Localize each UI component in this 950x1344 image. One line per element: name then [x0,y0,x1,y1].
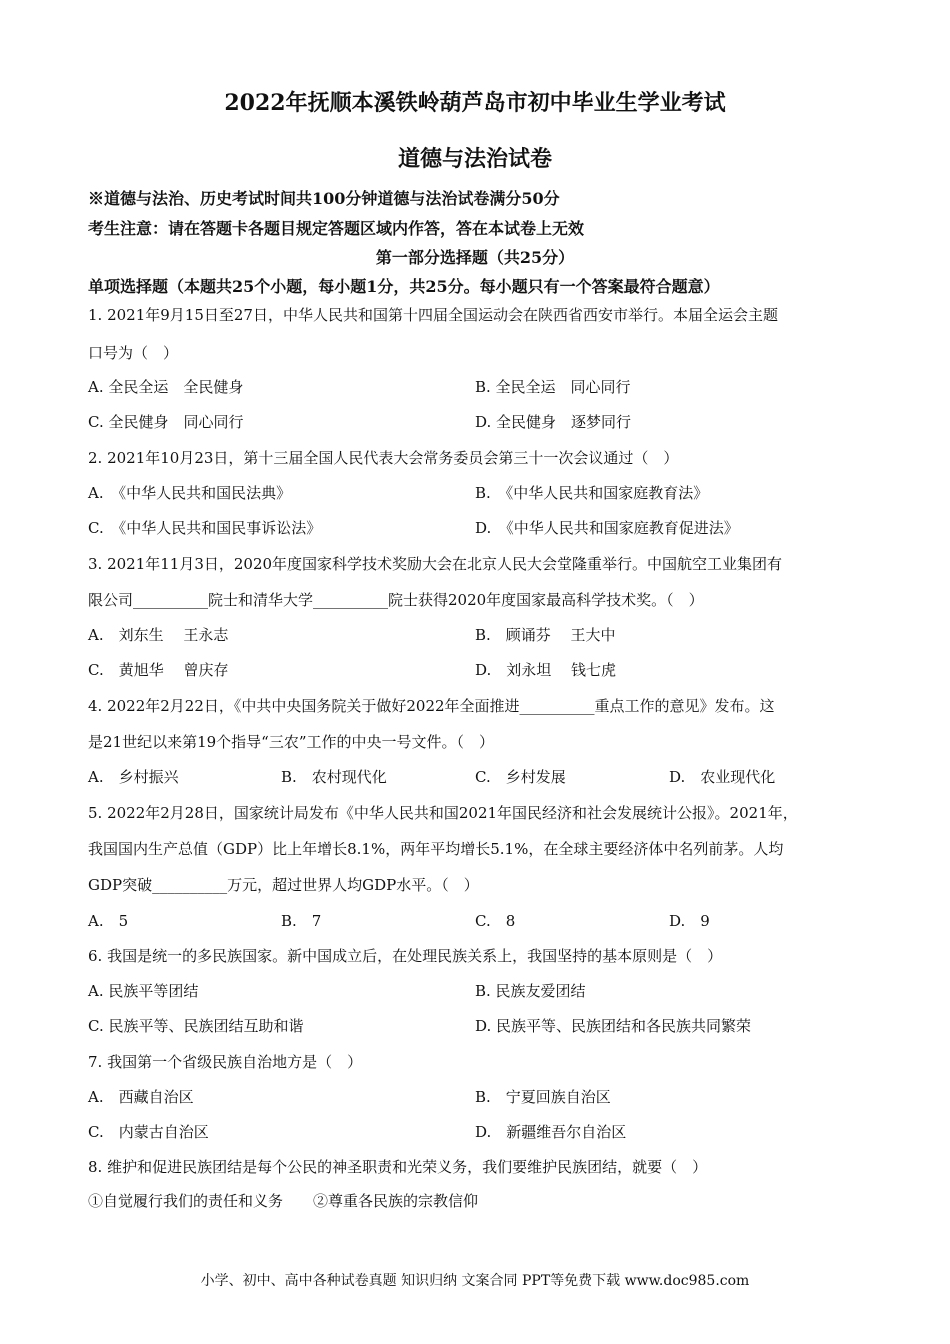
question-5-option-b: B. 7 [281,912,322,930]
question-2-option-d: D. 《中华人民共和国家庭教育促进法》 [475,519,739,537]
question-4-option-c: C. 乡村发展 [475,768,566,786]
exam-title: 2022年抚顺本溪铁岭葫芦岛市初中毕业生学业考试 [224,90,726,116]
question-8-line-1: 8. 维护和促进民族团结是每个公民的神圣职责和光荣义务，我们要维护民族团结，就要（ ） [88,1158,708,1176]
question-1-line-2: 口号为（ ） [88,344,179,362]
exam-time-note: ※道德与法治、历史考试时间共100分钟道德与法治试卷满分50分 [88,189,560,208]
question-3-option-d: D. 刘永坦 钱七虎 [475,661,617,679]
question-7-option-c: C. 内蒙古自治区 [88,1123,209,1141]
question-1-option-c: C. 全民健身 同心同行 [88,413,244,431]
question-3-option-a: A. 刘东生 王永志 [88,626,229,644]
question-7-option-b: B. 宁夏回族自治区 [475,1088,611,1106]
question-5-option-d: D. 9 [669,912,710,930]
question-3-option-c: C. 黄旭华 曾庆存 [88,661,229,679]
question-5-option-a: A. 5 [88,912,129,930]
question-2-line-1: 2. 2021年10月23日，第十三届全国人民代表大会常务委员会第三十一次会议通过（ ） [88,449,679,467]
question-1-option-b: B. 全民全运 同心同行 [475,378,631,396]
page-footer: 小学、初中、高中各种试卷真题 知识归纳 文案合同 PPT等免费下载 www.doc985.com [200,1273,750,1289]
question-6-option-d: D. 民族平等、民族团结和各民族共同繁荣 [475,1017,752,1035]
question-1-option-d: D. 全民健身 逐梦同行 [475,413,632,431]
question-5-line-2: 我国国内生产总值（GDP）比上年增长8.1%，两年平均增长5.1%，在全球主要经济体中名列前茅。人均 [88,840,784,858]
question-4-line-2: 是21世纪以来第19个指导“三农”工作的中央一号文件。（ ） [88,733,495,751]
question-5-line-3: GDP突破__________万元，超过世界人均GDP水平。（ ） [88,876,479,894]
question-1-line-1: 1. 2021年9月15日至27日，中华人民共和国第十四届全国运动会在陕西省西安市举行。本届全运会主题 [88,306,778,324]
question-3-option-b: B. 顾诵芬 王大中 [475,626,616,644]
question-2-option-c: C. 《中华人民共和国民事诉讼法》 [88,519,322,537]
question-4-line-1: 4. 2022年2月22日，《中共中央国务院关于做好2022年全面推进__________重点工作的意见》发布。这 [88,697,775,715]
question-7-line-1: 7. 我国第一个省级民族自治地方是（ ） [88,1053,363,1071]
exam-attention-note: 考生注意：请在答题卡各题目规定答题区域内作答，答在本试卷上无效 [88,219,585,238]
question-4-option-d: D. 农业现代化 [669,768,776,786]
question-6-line-1: 6. 我国是统一的多民族国家。新中国成立后，在处理民族关系上，我国坚持的基本原则是（ ） [88,947,723,965]
question-4-option-a: A. 乡村振兴 [88,768,179,786]
question-2-option-b: B. 《中华人民共和国家庭教育法》 [475,484,709,502]
section-heading: 第一部分选择题（共25分） [375,248,575,267]
question-1-option-a: A. 全民全运 全民健身 [88,378,244,396]
exam-subtitle: 道德与法治试卷 [397,146,552,172]
question-8-line-2: ①自觉履行我们的责任和义务 ②尊重各民族的宗教信仰 [88,1192,479,1210]
question-5-line-1: 5. 2022年2月28日，国家统计局发布《中华人民共和国2021年国民经济和社会发展统计公报》。2021年， [88,804,798,822]
question-4-option-b: B. 农村现代化 [281,768,387,786]
question-6-option-b: B. 民族友爱团结 [475,982,586,1000]
section-instruction: 单项选择题（本题共25个小题，每小题1分，共25分。每小题只有一个答案最符合题意） [88,277,720,296]
question-2-option-a: A. 《中华人民共和国民法典》 [88,484,292,502]
question-7-option-a: A. 西藏自治区 [88,1088,194,1106]
question-3-line-2: 限公司__________院士和清华大学__________院士获得2020年度国家最高科学技术奖。（ ） [88,591,704,609]
question-5-option-c: C. 8 [475,912,516,930]
question-6-option-c: C. 民族平等、民族团结互助和谐 [88,1017,304,1035]
question-3-line-1: 3. 2021年11月3日，2020年度国家科学技术奖励大会在北京人民大会堂隆重举行。中国航空工业集团有 [88,555,783,573]
question-6-option-a: A. 民族平等团结 [88,982,199,1000]
question-7-option-d: D. 新疆维吾尔自治区 [475,1123,627,1141]
